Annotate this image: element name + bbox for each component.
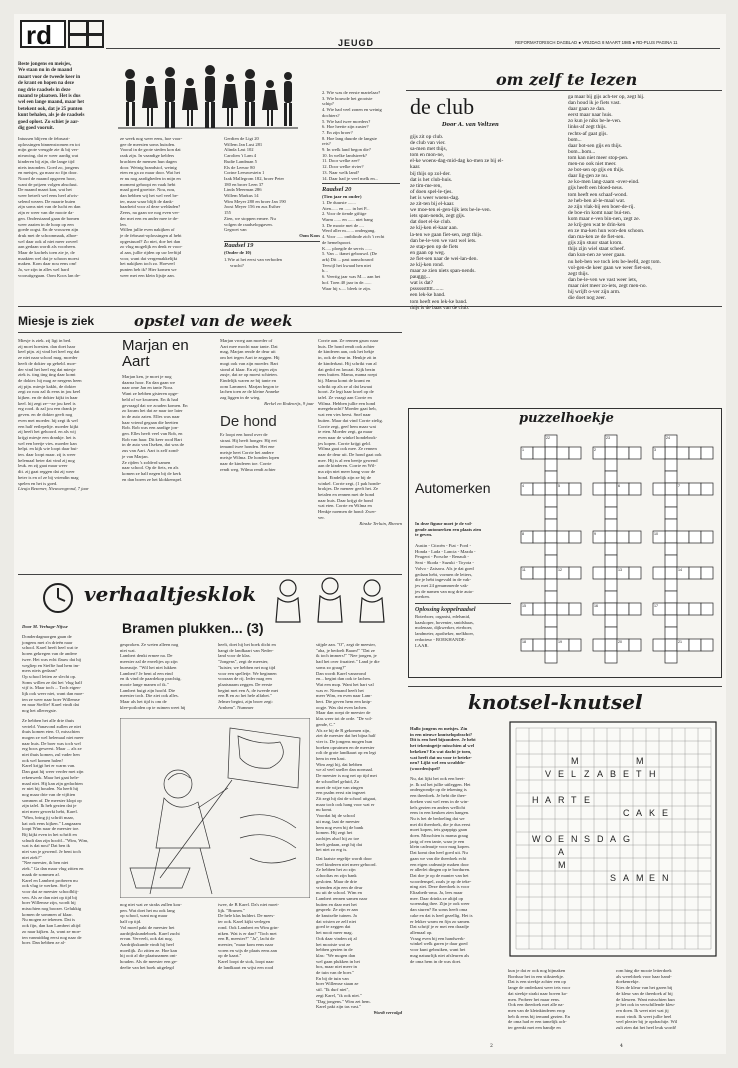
puzzle-brands: Austin - Citroën - Fiat - Ford - Honda - Lada - Lancia - Mazda - Peugeot - Porsche - Renault - Seat - Skoda - Suzuki - Toyota - Volvo - Zaisava. Als je dat goed gedaan hebt, vormen de letters, die je hebt ingevuld in de vak- jes met 24 genummerde vak- jes de namen van nog drie auto- merken. xyxy=(415,543,476,600)
crossword-cell xyxy=(665,495,677,507)
crossword-number: 15 xyxy=(522,604,526,608)
craft-body2: kun je dat er ook nog bijmaken Borduur het in een stiksteekje. Dat is een steekje achter een op lange de onderkant weer iets voor dat steekje strakt naar boven ko- men. Probeer het maar eens. Ook een theedoek met alle na- men van de kleinkinderen erop heb ik eens bij iemand gezien. En de oma had er een tamelijk ach- ter geenkt met een bandje en xyxy=(508,968,571,1031)
hond-text-col: Corrie aan. Ze rennen gauw naar huis. De hond rendt ook achter de kinderen aan, ook het hekje in, ook de deur in. Henkje zit in de kinderkast. Hij schrikt van al dat gedol en lawaai. Kijk bezin eens buiten. Mama, mama roept hij. Mama komt de kramt en schrikt op als ze al dat lawaai hoort. Ze legt haar kroel op de tafel. Ze vraagt aan Corrie en Wilma. Hebben jullie een hond meegebracht? Moeder gaat heb, wat een vies beest. Snel naar buiten. Maar dat vind Corrie zielig. Corrie zegt, geef hem maar wat te eten. Moeder zegt, ga maar even naar de winkel hondebrok- jes kopen. Corrie krijgt geld. Wilma gaat ook mee. Ze rennen naar de deur uit. De hond gaat ook mee. Hij is al een beetje gewend aan de kinderen. Corrie en Wil- ma zijn niet meer bang voor de hond. Eindelijk zijn ze bij de winkel. Corrie zegt, (1 pak honde- brokjes. De meneer geeft het. Ze betalen en rennen met de hond naar huis. Daar krijgt de hond wat eten. Corrie en Wilma en Henkje noemen de hond: Zwer- ver. Rinske Terluin, Rhenen xyxy=(318,338,402,526)
crossword-cell xyxy=(569,531,581,543)
kids-illustration xyxy=(268,576,398,624)
crossword-cell xyxy=(557,447,569,459)
towel-letter: T xyxy=(571,795,577,805)
crossword-cell xyxy=(689,447,701,459)
towel-letter: M xyxy=(636,756,644,766)
crossword-number: 1 xyxy=(522,448,524,452)
riddle20-sub: (Tien jaar en ouder) xyxy=(322,194,362,200)
crossword-cell xyxy=(605,603,617,615)
crossword-cell xyxy=(605,579,617,591)
crossword-cell xyxy=(689,567,701,579)
towel-letter: V xyxy=(545,769,552,779)
crossword-cell xyxy=(665,615,677,627)
craft-intro: Hallo jongens en meisjes. Zin in een nieuwe knutselopdracht? Dit is een heel bijzondere. Je hebt het tekeningetje misschien al wel bekeken? En wat dacht je toen, wat heeft dat nu voor te beteke- nen? Lijkt wel een scrabble- (woorden)spel? xyxy=(410,726,476,771)
intro-section xyxy=(18,62,400,302)
crossword-cell xyxy=(545,567,557,579)
crossword-number: 19 xyxy=(558,640,562,644)
crossword-cell xyxy=(617,447,629,459)
crossword-number: 13 xyxy=(618,568,622,572)
towel-letter: W xyxy=(532,834,541,844)
crossword-cell xyxy=(545,591,557,603)
crossword-cell xyxy=(545,459,557,471)
crossword-cell xyxy=(545,555,557,567)
club-title: de club xyxy=(410,94,475,119)
towel-letter: E xyxy=(662,808,669,818)
story-title: Bramen plukken... (3) xyxy=(122,620,264,636)
towel-letter: M xyxy=(636,873,644,883)
towel-letter: A xyxy=(623,873,630,883)
crossword-cell xyxy=(557,531,569,543)
crossword-cell xyxy=(629,603,641,615)
page-mark-2: 4 xyxy=(620,1044,623,1049)
crossword-number: 17 xyxy=(654,604,658,608)
crossword-cell xyxy=(629,639,641,651)
signature: Oom Koos xyxy=(299,232,320,238)
towel-letter: D xyxy=(597,834,604,844)
towel-letter: N xyxy=(571,834,578,844)
crossword-number: 22 xyxy=(546,436,550,440)
section-title: JEUGD xyxy=(338,38,375,48)
crossword-cell xyxy=(605,495,617,507)
crossword-cell xyxy=(593,567,605,579)
crossword-number: 6 xyxy=(618,484,620,488)
week-section xyxy=(18,310,402,570)
towel-letter: Z xyxy=(584,769,590,779)
crossword-cell xyxy=(665,531,677,543)
story-author: Door M. Verhage-Nijsse xyxy=(22,624,68,629)
crossword-cell xyxy=(629,447,641,459)
story-col4: stijple aan. "O", zegt de meester, "aha, je bedoelt Baarn!" "Dat ze ik toch immers!" "Nee jongen, je had het over fruattert." Land je die soms zo graag?" Dan wordt Karel vanavond en... begint dan ook te lachen. Wat een mop. Want het hart val was er. Niemand heeft het meer Wim, en even naar Lam- bert. Die geven hem een knip- oogje. Was dat even lachen. Maar dan roept de meester de klas weer tot de orde. "De vol- gende, C." Als ze bij de R gekomen zijn, ziet de meester dat het bijna half vier is. De jongens mogen hun boeken opruimen en de meester rolt de grote landkaart op en legt hem in een kast. Wim zegt hij, dat hebben we al veel sneller dan normaal. De meester is nog net op tijd met de schoolbel geluid, Zo moet de wijze van zingen een psalm eerst zin ingezet Zit zegt hij dat de school uitgaat, maar toch ook hang voor wat er nu komt. Voordat hij de school uit mag, laat de meester hem nog even bij de bank komen. Hij zegt het zachtjes alsof hij zo toe heeft gedaan, zegt hij dat het niet zo erg is. Dat laatste regeltje wordt door veel kinderen niet meer gehoord. Ze hebben het zo zijn schooltas en zijn bank gesloten. Maar de drie vrienden zijn een de deur nu uit de school. Wim en Lambert rennen samen naar buiten en daar met het gesprek: Ze zijn er aan de knutselte tuinen. Ja dat wisten ze zelf niet goed te zeggen dat het nooit meer mag. Ook daar vinden zij al het mooiste wat ze hebben gezien in de klas: "We mogen dan wel gaan plukken in het bos, maar niet meer in de tuin van de boer." En bij de tuin van boer Willemse staan ze stil. "Ik durf niet", zegt Karel, "ik ook niet." "Dag jongens." Wim zet hem. Karel pakt zijn tas vast." Wordt vervolgd xyxy=(316,642,402,1015)
crossword-number: 10 xyxy=(654,532,658,536)
masthead xyxy=(20,14,720,50)
crossword-cell xyxy=(629,483,641,495)
crossword-number: 23 xyxy=(606,436,610,440)
tea-towel-illustration xyxy=(508,720,720,960)
craft-body3: rom hing die mooie letterdoek als wereldoek voor haar hand- doekenrekje. Kies de kleur van het garen bij de kleur van de theedoek af bij de kleuren. Want misschien kun je het ook in verschillende kleu- ren doen. Ik weet niet wat jij mooi vindt. Ik weet jullie heel veel plezier bij je opdrachtje. Wil zult zien dat het heel leuk wordt! xyxy=(616,968,678,1031)
crossword-cell xyxy=(689,603,701,615)
crossword-number: 5 xyxy=(558,484,560,488)
crossword-cell xyxy=(545,471,557,483)
crossword-cell xyxy=(605,555,617,567)
crossword-number: 3 xyxy=(654,448,656,452)
crossword-cell xyxy=(545,627,557,639)
towel-letter: K xyxy=(649,808,656,818)
crossword-cell xyxy=(653,483,665,495)
crossword-number: 2 xyxy=(594,448,596,452)
towel-letter: R xyxy=(558,795,565,805)
crossword-cell xyxy=(689,639,701,651)
crossword-cell xyxy=(701,483,713,495)
crossword-cell xyxy=(545,603,557,615)
crossword-number: 21 xyxy=(678,640,682,644)
to-be-continued: Wordt vervolgd xyxy=(373,1010,402,1015)
crossword-cell xyxy=(545,495,557,507)
crossword-cell xyxy=(689,483,701,495)
crossword-number: 12 xyxy=(558,568,562,572)
towel-letter: S xyxy=(584,834,591,844)
crossword-cell xyxy=(605,651,617,663)
crossword-cell xyxy=(605,615,617,627)
crossword-cell xyxy=(665,567,677,579)
crossword-cell xyxy=(533,567,545,579)
crossword-number: 18 xyxy=(522,640,526,644)
story-section xyxy=(18,574,402,1054)
story-col2: gesproken. Ze weten alleen nog niet wat. Lambert denkt ermee na. De meester zal de enveltjes op zijn bureautje. "Wil het niet lukken Lambert? Je bent al een eind en ik vind de paardekop prachtig. mooie lange manen of ik." Lambert buigt zijn hoofd. Die meester toch. Die ziet ook alles. Maar als het tijd is om de klee-potloden op te ruimen weet hij xyxy=(120,642,186,710)
intro-body-col1: Intussen blijven de februari- oplossingen binnenstromen en tot mijn grote vreugde zie ik bij ver- nieuwing, dat er weer aardig wat kinderen bij zijn, die lange tijd niets inzonden. Goed zo, jongens en meisjes, ga maar zo fijn door. Noord de maand opgaven hoor, want de prijzen volgen absoluut. De maand maart kan, wat het weer betreft wel eens heel afwis- selend wezen. De maarte buien zijn soms niet van de lucht en dan zijn er weer van die mooie da- gen. Onderstaand gaan de bomen weer zaaien in de hoop op een goede oogst. En de vrouwen zijn druk met de schoonmaak, alhoe- wel daar ook al niet meer zoveel aan gedaan wordt als voorheen. Maar de kachels toen zie je, de maakten wel dat je schoon moest maken. Kom daar nou eens om! Ja, we zijn in alles wel hard vooruitgegaan. Oom Koos lan de- xyxy=(18,136,81,278)
crossword-cell xyxy=(629,531,641,543)
crossword-cell xyxy=(533,639,545,651)
crossword-cell xyxy=(569,639,581,651)
riddle19-sub: (Onder de 10) xyxy=(224,249,252,255)
club-col2: ga maar bij gijs ach-ter op, zegt hij. dan houd ik je fiets vast. daar gaan ze dan. eerst maar naar huis. zo kun je niks be-le-ven. links-af zegt thijs. rechts-af gaat gijs. bom... daar bot-sen gijs en thijs. bom...bom... tom kan niet meer stop-pen. men-no ook niet meer. ze bot-sen op gijs en thijs. daar lig-gen ze nu. ze ko-men lang-zaam -over-eind. gijs heeft een bloed-neus. tom heeft een schaaf-wond. ze heb-ben al-le-maal wat. ze zijn vlak-bij een boer-de-rij. de boe-rin komt naar bui-ten. kom maar e-ven bin-nen, zegt ze. ze krij-gen wat te drin-ken en ze ma-ken hun won-den schoon. dan ma-ken ze de fiet-sen. gijs zijn stuur staat krom. thijs zijn wiel staat scheef. dan kun-nen ze weer gaan. nu heb-ben we toch iets be-leefd, zegt tom. vol-gen-de keer gaan we weer fiet-sen, zegt thijs. dan be-le-ven we vast weer iets, maar niet meer zo-iets, zegt men-no. hij wrijft o-ver zijn arm. die doet nog zeer. xyxy=(568,94,661,302)
crossword-cell xyxy=(605,447,617,459)
towel-letter: E xyxy=(584,795,591,805)
intro-body-col2: ze week nog weer eens, hoe voor- gee de meesten soms huisden. Vooral in de grote steden kon dat raak zijn. In vaandige kelders brachten de mensen hun dagen door. Weinig brandstof, weinig eten en ga zo maar door. Wat het er nu nog aardigheden in mijn en moment gehoopt en vaak hebt maal goed groeiste. Nou, nou, dan hebben wij het wel veel be- ter, maar waar blijft de dank- baarheid voor al deze weldaden? Zeers, na gaan we nog even ver- der met een en ander mee te de- len. Willen jullie even nakijken of je de februari-oplossingen al hebt opgestuurd? Zo niet, doe het dan zo vlug mogelijk en denk er voor- al aan, jullie rijden op uw leeftijd voor, want dat vergemakkelijkt het nakijken toch zo. Hoeveel punten heb ik? Hier komen we weer met een klein lijstje aan. xyxy=(120,136,183,278)
crossword-number: 7 xyxy=(678,484,680,488)
crossword-number: 9 xyxy=(594,532,596,536)
marjan-text: Marjan ken, je moet je nog daarna hoor. En dan gaan we naar ome Jan en tante Nora. Want ze hebben gisteren opge- beld of we kwamen. En ik had gevraagd dat we zouden komen. En zo kwam het dat ze naar toe later in de auto zaten. Elles was naar haar vriend gegaan die heetten Rob. Rob was een aardige jon- gen. Elles heeft veel van Rob, en Rob van haar. Dit keer rood Bart in de auto van Ilseken, dat was de zus van Aart. Aart is zelf zond- je van Marjan. Ze rijden 's zolderd samen naar school. Op de fiets, en als komen ze half negen bij de kerk en dan boren ze het klokkenspel. xyxy=(122,374,188,482)
craft-banner: knotsel-knutsel xyxy=(468,690,643,714)
crossword-cell xyxy=(701,447,713,459)
header-rule xyxy=(106,48,720,49)
crossword-cell xyxy=(533,483,545,495)
crossword-cell xyxy=(665,591,677,603)
puzzle-instructions: In deze figuur moet je de vol- gende automerken een plaats zien te geven. xyxy=(415,521,482,538)
crossword-cell xyxy=(605,471,617,483)
towel-letter: H xyxy=(649,769,656,779)
riddle19-title: Raadsel 19 xyxy=(224,241,254,249)
crossword-cell xyxy=(677,531,689,543)
paper-info: REFORMATORISCH DAGBLAD ● VRIJDAG 8 MAART 1985 ● RD-PLUS PAGINA 11 xyxy=(515,40,678,45)
towel-letter: E xyxy=(623,769,630,779)
towel-letter: T xyxy=(636,769,642,779)
towel-letter: N xyxy=(662,873,669,883)
newspaper-page xyxy=(14,14,726,1054)
towel-letter: E xyxy=(649,873,656,883)
crossword-cell xyxy=(545,543,557,555)
crossword-cell xyxy=(545,651,557,663)
crossword-cell xyxy=(605,483,617,495)
towel-letter: E xyxy=(558,834,565,844)
crossword-number: 24 xyxy=(666,436,670,440)
intro-heading: Beste jongens en meisjes, We staan nu in de maand maart voor de tweede keer in de krant en hopen na deze nog drie raadsels in deze maand te plaatsen. Het is dus wel een lange maand, maar het betekent ook, dat je 25 punten kunt behalen, als je de raadsels goed oplost. Zo schiet je aar- dig goed vooruit. xyxy=(18,62,85,132)
crossword-cell xyxy=(665,459,677,471)
crossword-cell xyxy=(545,615,557,627)
boy-with-map-illustration xyxy=(120,718,310,898)
towel-letter: A xyxy=(558,847,565,857)
miesje-title: Miesje is ziek xyxy=(18,314,95,328)
crossword-cell xyxy=(701,639,713,651)
riddle20-title: Raadsel 20 xyxy=(322,186,352,194)
towel-letter: M xyxy=(558,860,566,870)
riddles-col: 2. Wie was de eerste martelaar? 3. Wie bouwde het grootste schip? 4. Wie had veel zonen en weinig dochters? 5. Wie had twee moeders? 6. Hoe heette zijn zuster? 7. En zijn broer? 8. Hoe lang duurde de langste reis? 9. In welk land begon die? 10. In welke landstreek? 11. Door welke zee? 12. Door welke rivier? 13. Naar welk land? 14. Daar had je veel melk en... Raadsel 20 (Tien jaar en ouder) 1. De duurste ....... Aten...... en ...... in het P... 2. Voor de tiende giftige Warm ...... en ...... niet bang 3. De mooie met de .... Werd aller m....... ondergang. 4. Voor ...... ontblinde zich 't recht de hemelspoort. K..... ploegde de servis ...... 5. Van ... ikmet gebouwd. (De ark) Dit ... past aanschouwd Terwijl het kwaad hen niet b... 6. Veertig jaar was M.... aan het hof. Toen 40 jaar in de....... Waar hij s..... bleek te zijn. xyxy=(322,90,400,291)
crossword-cell xyxy=(533,531,545,543)
crossword-cell xyxy=(533,447,545,459)
story-col1: Donderdagmorgen gaan de jongens met z'n drieën naar school. Karel heeft heel wat te horen gekregen van de andere twee. Het was echt flauw dat hij wegliep en Steffie had hem im- mers niets gedaan? Op school letten ze slecht op. Soms willen ze dat het 'vlug half vijf is. Maar toch ... Toch eigen- lijk ook weer niet, want dan moe- ten ze weer naar boer Willemse en naar Steffie! Karel vindt dat nog het allerergste. Ze hebben het alle drie thuis verteld. Vanavond zullen ze niet thuis komen eten. O, misschien mogen ze wel helemaal niet meer naar huis. De boer was toch wel erg boos geweest. Maar ... als ze niet thuis komen, zul vader hen ook wel komen halen! Karel krijgt het er warm van. Dan gaat hij weer verder met zijn rekenwerk. Maar het gaat hele- maal niet. Hij kan zijn gedachten er niet bij houden. Na heeft hij nog maar drie van de vijftien sommen af. De meester klopt op zijn tafel. Ik heb gezien dat je niet meer gewerkt hebt, Karel. "Wim, bring jij schrift maar, kat ook eens kijken." Langzaam loopt Wim naar de meester toe. Bij kijkt even in het schrift en schudt dan zijn hoofd..."Wim, Wim, wat is dat nou? Dat ben ik niet van je gewend. Je bent toch niet ziek?" "Nee meester, ik ben niet ziek." Ga dan maar vlug zitten en maak de sommen af. Karel en Lambert proberen nu ook vlug te werken. Stel je voor dat ze meester schoolblij- ven. Als ze dan niet op tijd bij boer Willemse zijn, wordt hij misschien nog boozer. Gelukkig komen de sommen af klaar. Nu mogen ze tekenen. Dat is ook fijn, dan kan Lambert altijd zo naar kijken. Ja, want ze moe- ten vanmiddag eerst nog naar de boer. Dan hebben ze al- xyxy=(22,634,89,946)
towel-letter: O xyxy=(545,834,553,844)
crossword-number: 8 xyxy=(522,532,524,536)
club-author: Door A. van Veltzen xyxy=(442,122,499,128)
towel-letter: S xyxy=(610,873,617,883)
crossword-cell xyxy=(569,447,581,459)
crossword-cell xyxy=(665,471,677,483)
marjan-text-col2: Marjan vroeg aan moeder of Aart mee mocht naar tante. Dat mag, Marjan rende de deur uit om het tegen Aart te zeggen. Hij mogt ook van zijn moeder. Bart stond al klaar. En zij tegen zijn zusje, dat ze op moest schieten. Eindelijk waren ze bij tante en oom Lammert. Marjan begon te lachen toen ze de kleine Anneke zag liggen in de wieg. Berkel en Rodenrijs, 9 jaar De hond Er loopt een hond over de straat. Hij heeft honger. Hij eet iemand twee honden. Het ene meisje heet Corrie het andere meisje Wilma. De honden lopen naar de kinderen toe. Corrie rendt weg. Wilma rendt achter xyxy=(220,338,314,472)
crossword-cell xyxy=(605,639,617,651)
towel-letter: H xyxy=(532,795,539,805)
crossword-cell xyxy=(569,603,581,615)
hond-title: De hond xyxy=(220,413,277,431)
towel-letter: G xyxy=(623,834,631,844)
crossword-cell xyxy=(569,483,581,495)
crossword-cell xyxy=(605,507,617,519)
crossword-cell xyxy=(605,531,617,543)
towel-letter: C xyxy=(623,808,630,818)
story-banner: verhaaltjesklok xyxy=(84,582,257,606)
towel-letter: L xyxy=(571,769,577,779)
crossword-cell xyxy=(629,567,641,579)
intro-names-list: Gerdien de Ligt 20 Willem Jan Lust 281 Alinda Last 102 Carolien 't Lam 4 Rudie Landman 5 Els de Leeuw 80 Corine Leeuwestein 1 Izak Mallegrom 182, broer Peter 180 en broer Leen 37 Linda Meerman 286 Willem Markus 14 Wim Meyer 280 en broer Jan 190 Joost Meyer 156 en zus Esther 155 Zien, we stoppen ermee. Nu volgen de raadselopgaven. Gegroet van Oom Koos Raadsel 19 (Onder de 10) 1.Wie at het eerst van verboden vrucht? xyxy=(224,136,320,269)
crossword-cell xyxy=(653,567,665,579)
club-section xyxy=(406,68,722,311)
towel-letter: E xyxy=(558,769,565,779)
week-banner: opstel van de week xyxy=(134,312,293,330)
crossword-cell xyxy=(605,591,617,603)
crossword-cell xyxy=(665,507,677,519)
crossword-number: 14 xyxy=(678,568,682,572)
crossword-cell xyxy=(689,531,701,543)
towel-letter: M xyxy=(571,756,579,766)
crossword-grid xyxy=(519,431,719,675)
crossword-cell xyxy=(569,567,581,579)
crossword-cell xyxy=(545,579,557,591)
crossword-number: 11 xyxy=(522,568,526,572)
crossword-cell xyxy=(545,639,557,651)
crossword-cell xyxy=(701,531,713,543)
crossword-cell xyxy=(545,531,557,543)
towel-letter: A xyxy=(636,808,643,818)
craft-section xyxy=(408,686,722,1046)
towel-letter: A xyxy=(597,769,604,779)
crossword-cell xyxy=(665,555,677,567)
crossword-cell xyxy=(665,651,677,663)
crossword-cell xyxy=(605,543,617,555)
craft-body1: Nu, dat lijkt het ook een beet- je. Ik zal het jullie uitleggen. Het ondergrondje op de tekening is een theedoek. Je hebt die thee- doeken vast wel eens in de win- kels gezien en anders wellicht eens in een keuken zien hangen. Nu is het de bedoeling dat we met dit theedoek, die je dus eerst moet kopen, iets grappigs gaan doen. Misschien is mama graag jarig of een tante, waar je een klein cadeautje voor mag kopen. Dat komt dan heel goed uit. Nu gaan we van die theedoek echt een eigen cadeautje maken door er allerlei dingen op te borduren. Dat doe je op de manier van het woordenspel, zoals je op de teke- ning ziet. Deze theedoek is voor Elizabeth-oma. Ja, lees maar mee. Daar drinks ze altijd op woensdag thee. Zijn je ook weer dan sturen? En soms heeft oma cake en dat is heel gezellig. Het is er lekker warm en fijn zo samen. Dat schrijf je er met een draadje allemaal op. Vraag even bij een handwerk- winkel welk garen je daar goed voor kunt gebruiken, want het mag natuurlijk niet afsleuren als de oma hem in de was doet. xyxy=(410,776,473,964)
crossword-cell xyxy=(665,543,677,555)
marjan-title: Marjan en Aart xyxy=(122,337,189,370)
towel-letter: A xyxy=(545,795,552,805)
crossword-cell xyxy=(665,519,677,531)
solution-title: Oplossing koppelraadsel xyxy=(415,607,476,613)
crossword-cell xyxy=(677,603,689,615)
children-silhouettes-illustration xyxy=(118,64,298,132)
clock-icon xyxy=(42,582,74,614)
crossword-cell xyxy=(665,639,677,651)
towel-letter: A xyxy=(610,834,617,844)
crossword-cell xyxy=(557,603,569,615)
crossword-cell xyxy=(593,483,605,495)
club-col1: gijs zit op club. de club van vier. sa-men met thijs, tom en mon-ne, el-ke woens-dag-mid-dag ko-men ze bij el- kaar. bij thijs op zol-der. dat is het club-huis. ze tim-me-ren, of doen spel-le-tjes. het is weer woens-dag. ze zit-ten bij el-kaar. we moe-ten ei-gen-lijk iets be-le-ven. iets span-nends, zegt gijs. dat doet el-ke club. ze kij-ken el-kaar aan. la-ten we gaan fiet-sen, zegt thijs. dan be-le-ven we vast wel iets. ze stap-pen op de fiets en gaan op weg. ze fiet-sen naar de wei-lan-den. ze kij-ken rond. maar ze zien niets span-nends. pauggg... wat is dat? pssssssttttt........ een lek-ke band. tom heeft een lek-ke band. thijs is de baas van de club. xyxy=(410,134,504,311)
puzzle-title: Automerken xyxy=(415,480,491,496)
solution-block: Oplossing koppelraadsel Boterboer, organist, edelsmid, kaaskoper, hovenier, smidsbaas, molenaar, dijkwerker, eierboer, landmeter, apotheker, melkboer, redacteur - BOEKHANDE- LAAR. xyxy=(415,606,511,648)
puzzle-section xyxy=(408,408,722,678)
crossword-cell xyxy=(617,531,629,543)
page-mark-1: 2 xyxy=(490,1044,493,1049)
crossword-cell xyxy=(665,603,677,615)
puzzle-banner: puzzelhoekje xyxy=(519,411,614,426)
miesje-text: Miesje is ziek. zij ligt in bed. zij moet hoesten. dan doet haar keel pijn. zij vind het heel erg dat ze niet naar school mag. moeder heeft de dokter op gebeld. moe- der vind het heel erg dat miesje ziek is. ting ting ting daar komt de dokter. hij mag ze nergens heen zij pijn. miesje kakht, de dokter zegt zo nou zal ik eens in jou keel kijken. en de dokter kijkt in haar keel. hij zegt ze---ze jou keel is erg rood. ik zal jou een drank je geven. en de dokter geeft nog even met moeder. hij zegt ik wel een half eetlepeltje. moeder kijkt zij heeft het gehoord. en als wij krijgt miesje een drankje. het is wel een beetje vies. moeder kan helpt. en kijk wie loopt daar bui- ten. daar loopt maar. zij is weer helemaal beter dat vind zij nog leuk. en zij gaat maar weer dit. zij gaat reggen dat zij weer beter is en of ze bij vriendin mag spelen en het is goed. Lieuja Bezemer, Nieuwengrond, 7 jaar xyxy=(18,338,89,492)
rd-logo: rd xyxy=(20,20,66,48)
crossword-cell xyxy=(701,567,713,579)
story-bottom-col2: nog niet wat ze straks zullen kou- pen. Wat doet het nu ook lang op school, want nog maar half op tijd. Vol moed pakt de meester het aardrijkskundeboek. Karel zucht ervan. Verveelt, ook dat nog. Aardrijkskunde vindt hij heel moeilijk. Zo zitten ze. Hoe kan hij ooit al die plaatsnamen ont- houden. Als de meester een ge- deelte van het boek uitgelegd xyxy=(120,902,182,970)
crossword-cell xyxy=(665,483,677,495)
crossword-number: 20 xyxy=(618,640,622,644)
crossword-cell xyxy=(677,447,689,459)
crossword-cell xyxy=(545,507,557,519)
crossword-cell xyxy=(605,627,617,639)
crossword-cell xyxy=(617,603,629,615)
towel-letter: B xyxy=(610,769,617,779)
crossword-cell xyxy=(701,603,713,615)
crossword-cell xyxy=(665,627,677,639)
crossword-cell xyxy=(545,519,557,531)
crossword-number: 4 xyxy=(522,484,524,488)
story-col3: heelt, doet hij het boek dicht en hangt de landkaart van Neder- land voor de klas. "Jongens", zegt de meester, "luister, we hebben net nog tijd voor een spelletje. We beginnen vooraan de rij. Ieder mag een plaatsnaam zeggen. De eerste begint met een A, de tweede met een B en zo het hele alfabet." Jelmer begint, zijn broer zegt: Arnhem". Nummer xyxy=(218,642,279,710)
crossword-cell xyxy=(653,639,665,651)
plus-icon xyxy=(68,20,104,48)
crossword-cell xyxy=(593,639,605,651)
crossword-cell xyxy=(605,519,617,531)
crossword-cell xyxy=(665,447,677,459)
crossword-cell xyxy=(605,567,617,579)
crossword-cell xyxy=(665,579,677,591)
crossword-cell xyxy=(545,447,557,459)
crossword-cell xyxy=(605,459,617,471)
crossword-cell xyxy=(545,483,557,495)
crossword-number: 16 xyxy=(594,604,598,608)
club-banner: om zelf te lezen xyxy=(496,70,638,89)
story-bottom-col3: twee, de B Karel. Da's niet moei- lijk. "Brunen." De hele klas buldert. De mees- ter ook. Karel kijkt verlegen rond. Ook Lambert en Wim grin- niken. Wat is er dan? "Toch met een B, meester?" "Ja", lacht de meester, "maar kom eens naar voren en wijs de plaats eens aan op de kaart." Karel loopt de stok, loopt naar de landkaart en wijst een rood xyxy=(218,902,280,970)
crossword-cell xyxy=(533,603,545,615)
